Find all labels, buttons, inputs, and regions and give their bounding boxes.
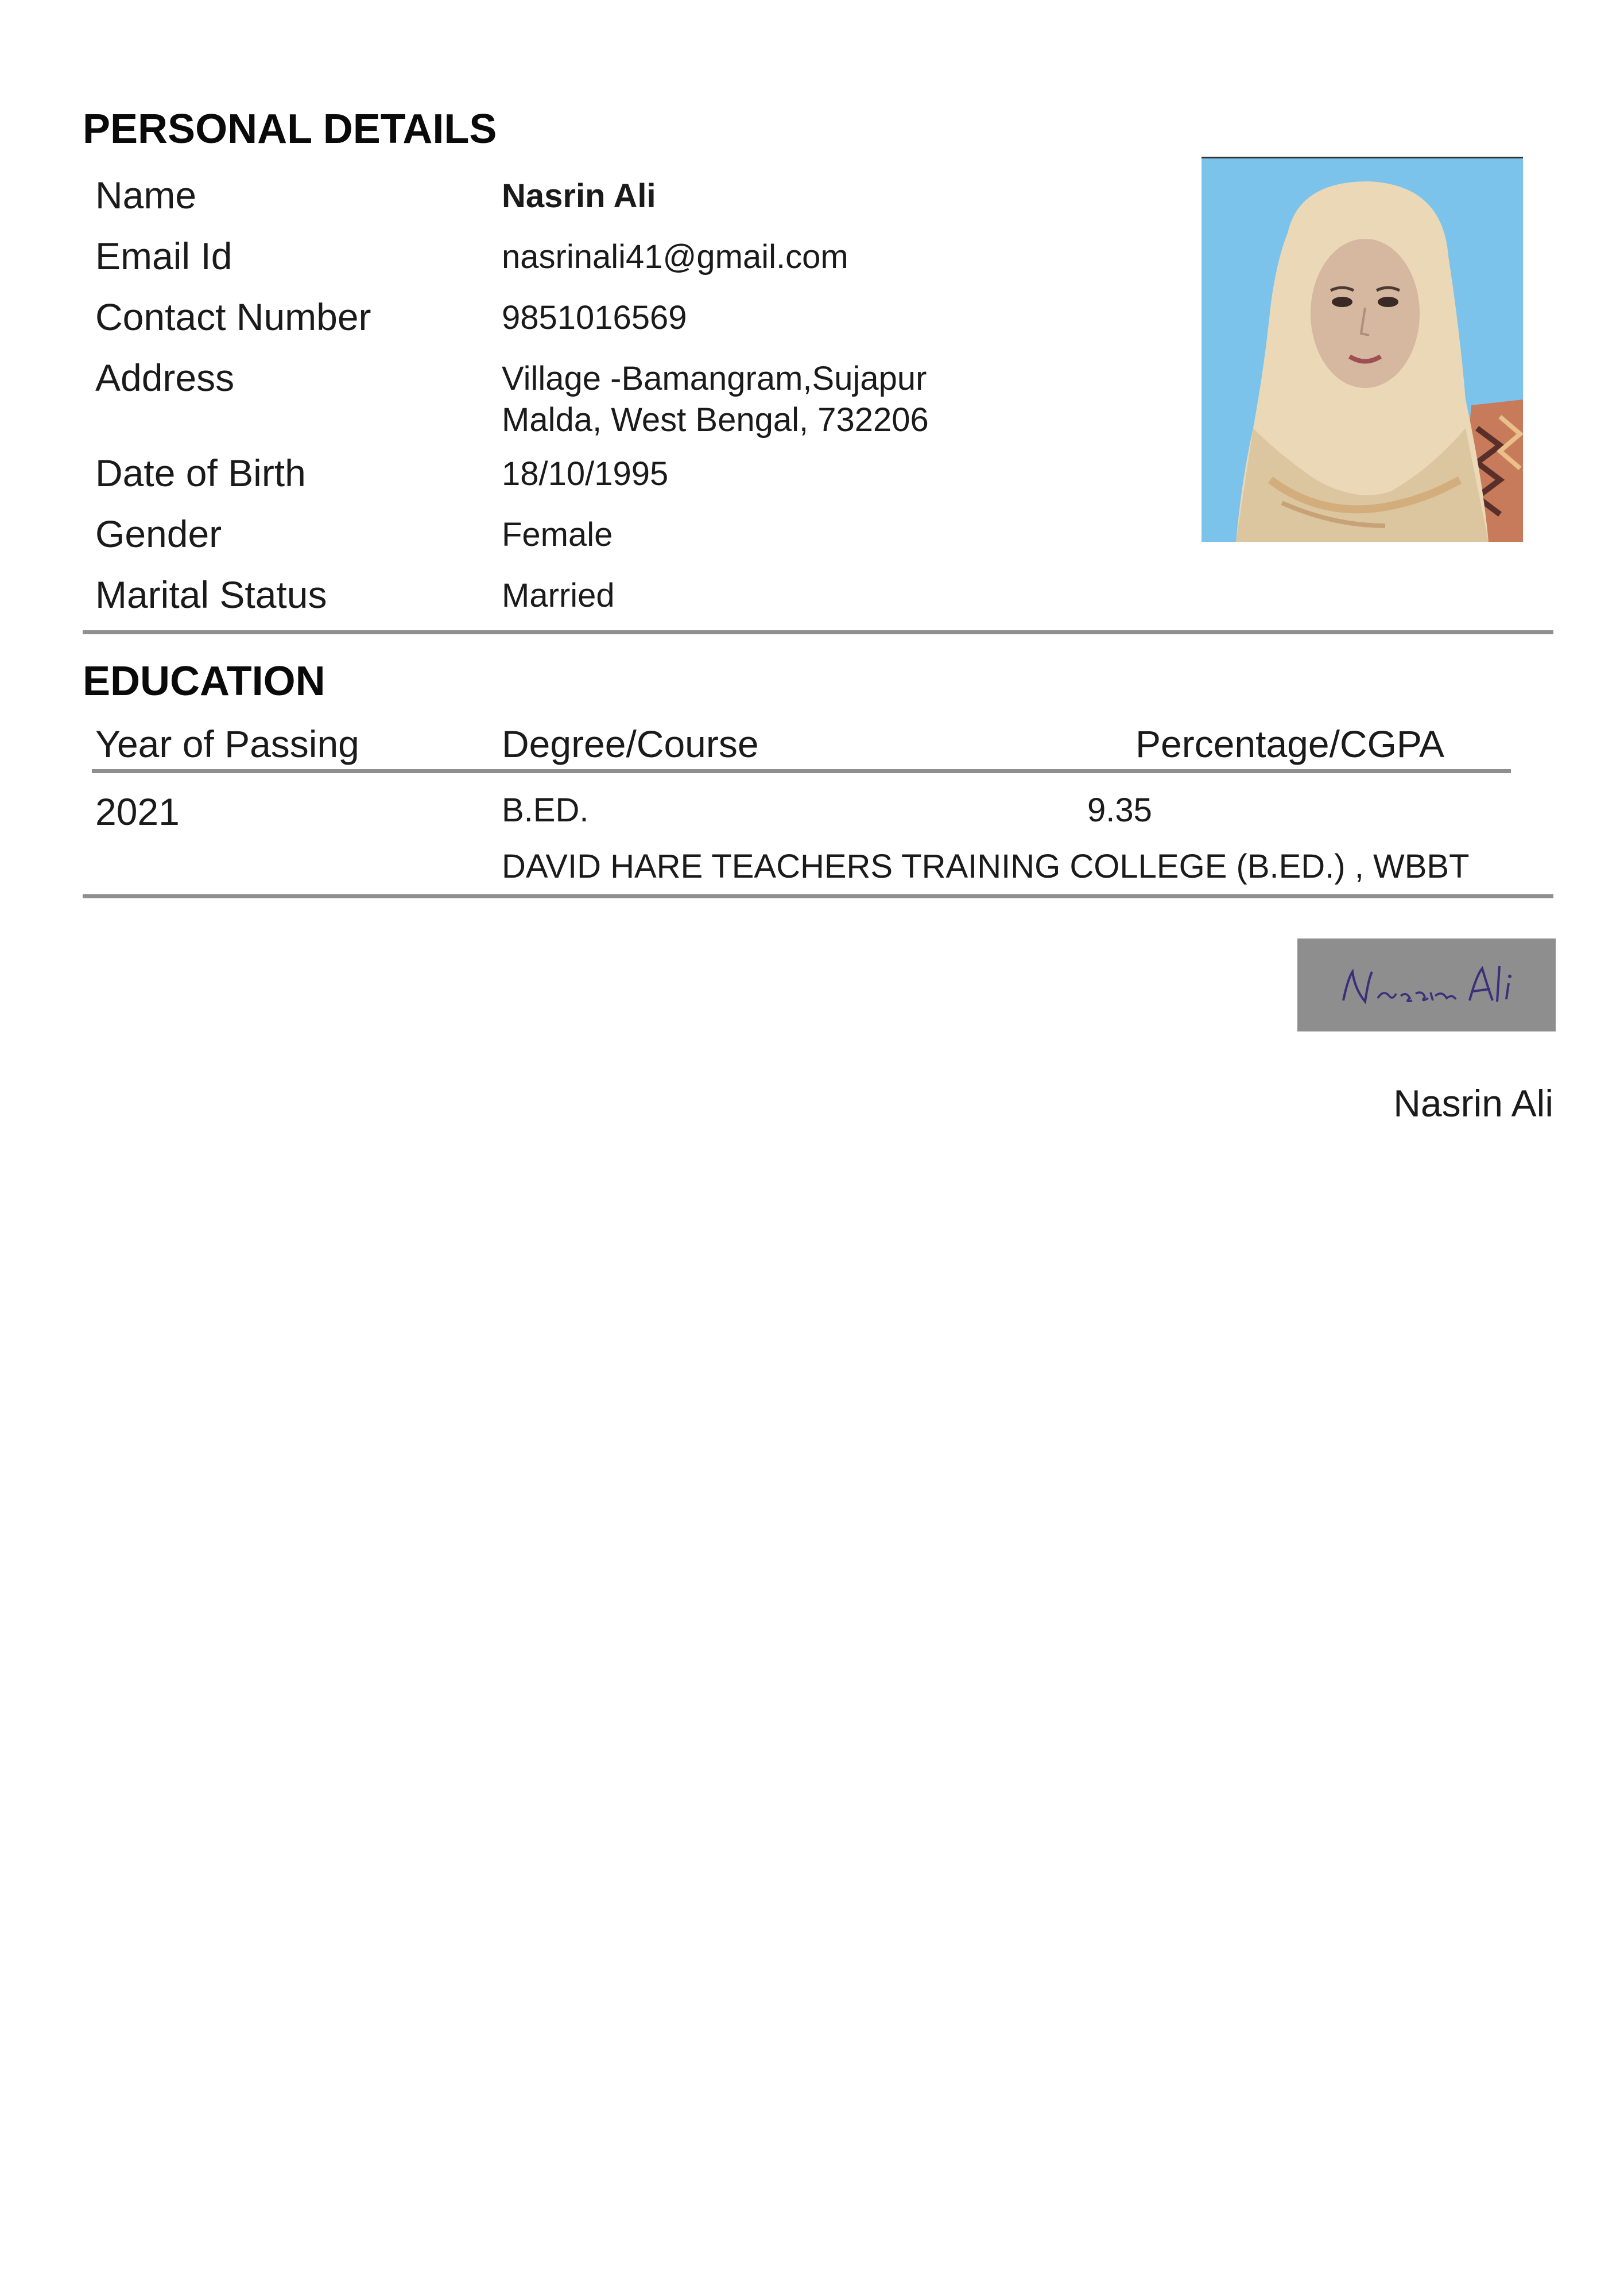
education-year-value: 2021 <box>95 790 180 833</box>
percentage-cgpa-header: Percentage/CGPA <box>1135 723 1445 765</box>
signature-handwriting <box>1297 938 1556 1031</box>
address-line-2: Malda, West Bengal, 732206 <box>502 401 929 439</box>
education-divider <box>83 894 1553 898</box>
name-value: Nasrin Ali <box>502 177 656 215</box>
education-degree-value: B.ED. <box>502 792 589 829</box>
education-header-divider <box>92 769 1511 773</box>
education-heading: EDUCATION <box>83 658 325 704</box>
education-score-value: 9.35 <box>1087 792 1152 829</box>
signature-image <box>1297 938 1556 1031</box>
gender-label: Gender <box>95 513 222 555</box>
profile-photo <box>1201 157 1523 542</box>
name-label: Name <box>95 174 197 216</box>
education-institution-value: DAVID HARE TEACHERS TRAINING COLLEGE (B.ED.) , WBBT <box>502 848 1470 885</box>
signature-name: Nasrin Ali <box>1393 1082 1553 1124</box>
address-label: Address <box>95 356 235 399</box>
email-label: Email Id <box>95 235 232 277</box>
personal-details-heading: PERSONAL DETAILS <box>83 106 497 152</box>
marital-status-value: Married <box>502 577 615 614</box>
address-line-1: Village -Bamangram,Sujapur <box>502 360 927 397</box>
personal-divider <box>83 630 1553 634</box>
gender-value: Female <box>502 516 613 553</box>
degree-course-header: Degree/Course <box>502 723 759 765</box>
dob-value: 18/10/1995 <box>502 455 669 492</box>
contact-value: 9851016569 <box>502 299 687 336</box>
dob-label: Date of Birth <box>95 452 306 494</box>
marital-status-label: Marital Status <box>95 573 327 616</box>
email-value: nasrinali41@gmail.com <box>502 238 848 276</box>
year-of-passing-header: Year of Passing <box>95 723 359 765</box>
contact-label: Contact Number <box>95 296 371 338</box>
